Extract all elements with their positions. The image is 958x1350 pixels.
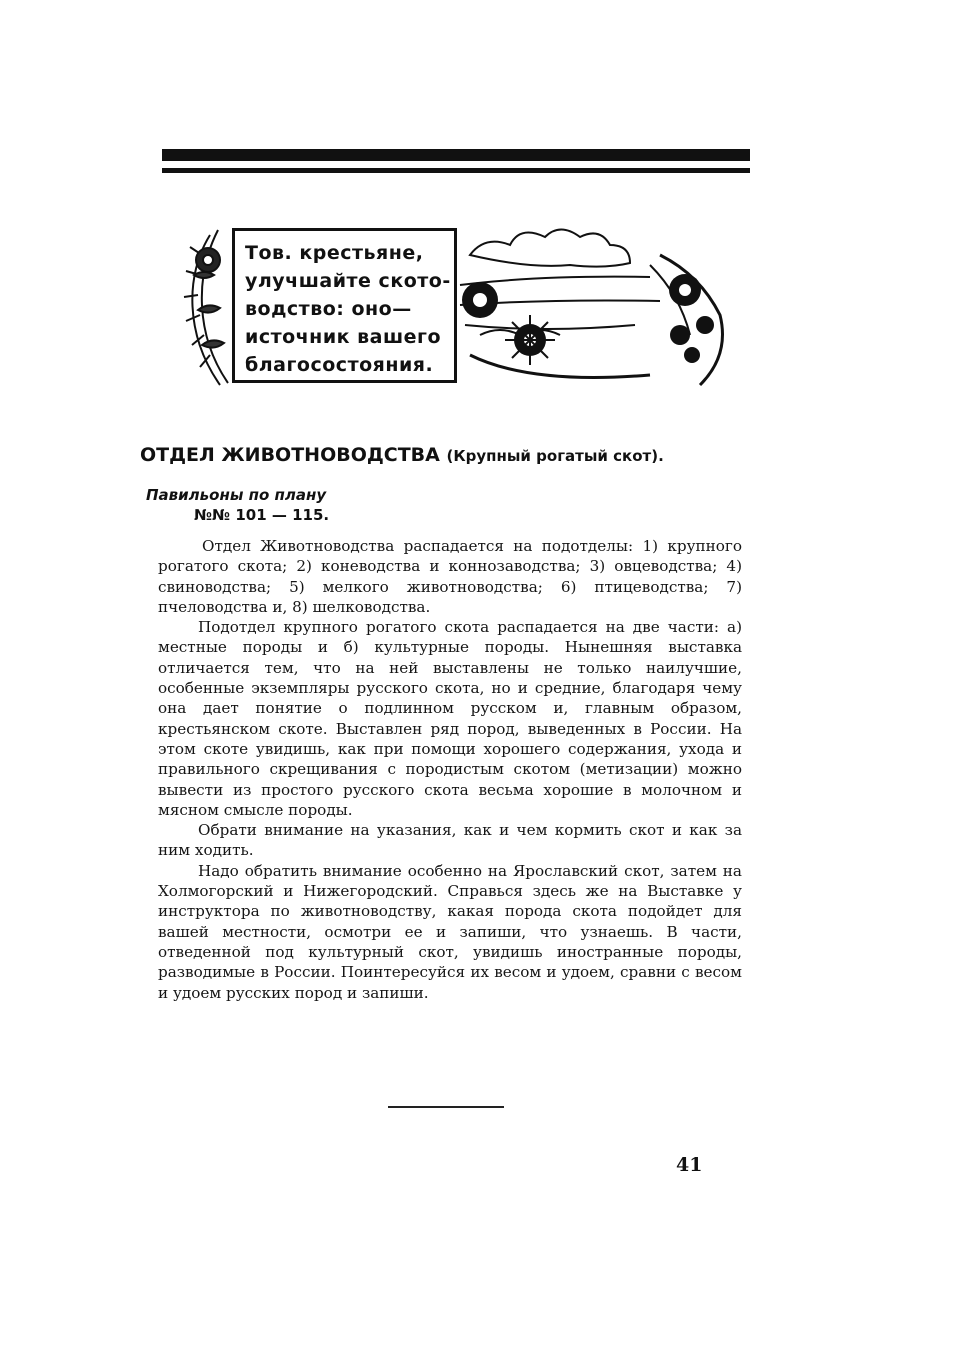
paragraph: Надо обратить внимание особенно на Ярославский скот, затем на Холмогорский и Нижегородский. Справься здесь же на Выставке у инструктора по животноводству, какая порода скота подойдет для вашей местности, осмотри ее и запиши, что узнаешь. В части, отведенной под культурный скот, увидишь иностранные породы, разводимые в России. Поинтересуйся их весом и удоем, сравни с весом и удоем русских пород и запиши. bbox=[158, 861, 742, 1002]
paragraph: Отдел Животноводства распадается на подотделы: 1) крупного рогатого скота; 2) коневодства и коннозаводства; 3) овцеводства; 4) свиноводства; 5) мелкого животноводства; 6) птицеводства; 7) пчеловодства и, 8) шелководства. bbox=[158, 537, 742, 616]
slogan-box bbox=[232, 228, 457, 383]
pavilions-numbers: №№ 101 — 115. bbox=[194, 506, 330, 524]
section-heading: ОТДЕЛ ЖИВОТНОВОДСТВА bbox=[140, 444, 440, 466]
paragraph: Обрати внимание на указания, как и чем кормить скот и как за ним ходить. bbox=[158, 821, 742, 860]
header-rule-thin bbox=[162, 168, 750, 173]
body-text bbox=[158, 536, 742, 1003]
slogan-line: благосостояния. bbox=[245, 354, 434, 376]
slogan-line: водство: оно— bbox=[245, 298, 412, 320]
header-rule-thick bbox=[162, 149, 750, 161]
section-title bbox=[140, 444, 740, 466]
slogan-line: Тов. крестьяне, bbox=[245, 242, 424, 264]
slogan-line: улучшайте ското- bbox=[245, 270, 451, 292]
paragraph: Подотдел крупного рогатого скота распадается на две части: а) местные породы и б) культурные породы. Нынешняя выставка отличается тем, что на ней выставлены не только наилучшие, особенные экземпляры русского скота, но и средние, благодаря чему она дает понятие о подлинном русском и, главным образом, крестьянском скоте. Выставлен ряд пород, выведенных в России. На этом скоте увидишь, как при помощи хорошего содержания, ухода и правильного скрещивания с породистым скотом (метизации) можно вывести из простого русского скота весьма хорошие в молочном и мясном смысле породы. bbox=[158, 618, 742, 819]
footer-rule bbox=[388, 1106, 504, 1108]
pavilions-label: Павильоны по плану bbox=[146, 486, 327, 504]
page-number: 41 bbox=[676, 1154, 703, 1176]
pavilions-note bbox=[146, 485, 329, 525]
slogan-line: источник вашего bbox=[245, 326, 442, 348]
section-subtitle: (Крупный рогатый скот). bbox=[446, 447, 664, 465]
